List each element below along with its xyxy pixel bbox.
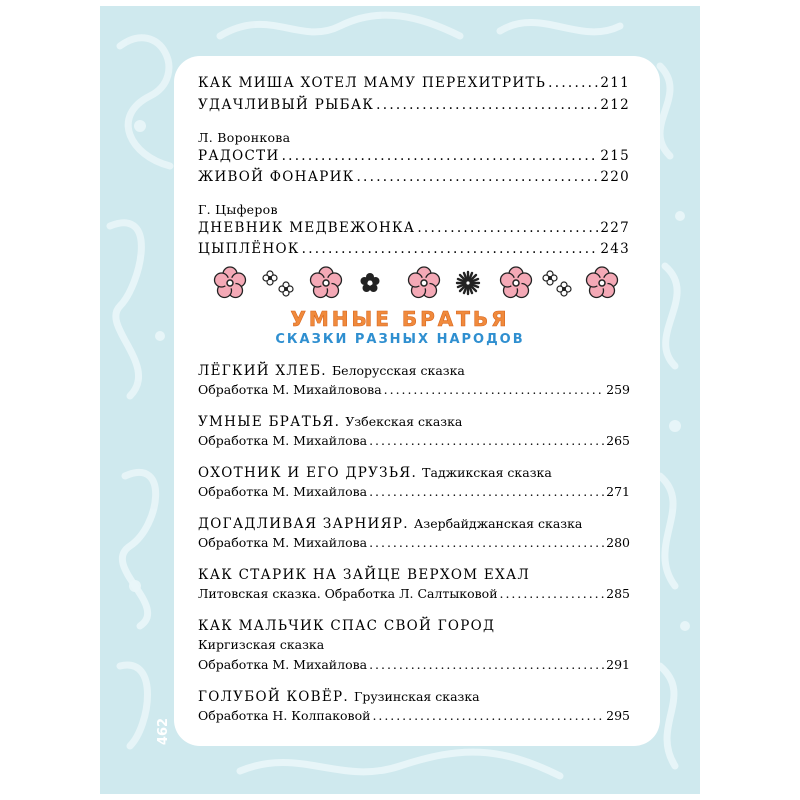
tale-credit: Литовская сказка. Обработка Л. Салтыковой [198,586,498,601]
tale-credit: Обработка М. Михайлова [198,484,368,499]
toc-entry [198,147,630,166]
tale-entry [198,360,630,400]
dot-leader [369,533,604,553]
tale-origin: Грузинская сказка [354,689,480,704]
entry-title: ЖИВОЙ ФОНАРИК [198,169,355,185]
dot-leader [369,431,604,451]
entry-page: 212 [600,97,630,113]
section-subtitle: СКАЗКИ РАЗНЫХ НАРОДОВ [275,332,525,347]
small-flower-icon [557,282,571,296]
tale-origin: Киргизская сказка [198,637,325,652]
tale-credit: Обработка М. Михайлова [198,657,368,672]
tale-credit: Обработка М. Михайловова [198,382,382,397]
entry-page: 220 [600,169,630,185]
toc-entry [198,72,630,94]
tale-title: КАК СТАРИК НА ЗАЙЦЕ ВЕРХОМ ЕХАЛ [198,567,531,583]
entry-page: 243 [600,241,630,257]
tale-entry [198,686,630,726]
tale-entry [198,615,630,675]
tale-title: КАК МАЛЬЧИК СПАС СВОЙ ГОРОД [198,618,496,634]
pink-flower-icon [215,267,246,298]
tale-title: ДОГАДЛИВАЯ ЗАРНИЯР. [198,516,409,532]
black-flower-icon [361,273,380,292]
toc-top [198,72,630,260]
entry-title: УДАЧЛИВЫЙ РЫБАК [198,97,375,113]
pink-flower-icon [501,267,532,298]
toc-entry [198,94,630,116]
section-title: УМНЫЕ БРАТЬЯ [290,307,510,331]
author-name: Л. Воронкова [198,130,291,145]
tale-page: 265 [606,433,630,448]
tale-page: 285 [606,586,630,601]
author-name: Г. Цыферов [198,202,278,217]
tale-credit: Обработка М. Михайлова [198,535,368,550]
entry-title: ЦЫПЛЁНОК [198,241,300,257]
pink-flower-icon [311,267,342,298]
star-flower-icon [457,272,479,294]
tale-origin: Узбекская сказка [345,414,463,429]
toc-entry [198,238,630,260]
entry-title: ДНЕВНИК МЕДВЕЖОНКА [198,220,416,236]
tale-page: 291 [606,657,630,672]
tale-page: 280 [606,535,630,550]
tale-origin: Белорусская сказка [331,363,465,378]
tale-title: ОХОТНИК И ЕГО ДРУЗЬЯ. [198,465,418,481]
dot-leader [417,219,598,238]
dot-leader [369,482,604,502]
pink-flower-icon [587,267,618,298]
dot-leader [384,380,604,400]
dot-leader [372,706,604,726]
pink-flower-icon [409,267,440,298]
entry-page: 215 [600,148,630,164]
tale-page: 259 [606,382,630,397]
tales-list [198,360,630,737]
tale-origin: Азербайджанская сказка [413,516,583,531]
entry-title: КАК МИША ХОТЕЛ МАМУ ПЕРЕХИТРИТЬ [198,75,547,91]
toc-entry [198,219,630,238]
dot-leader [356,166,598,188]
tale-title: ЛЁГКИЙ ХЛЕБ. [198,363,327,379]
tale-entry [198,462,630,502]
entry-page: 227 [600,220,630,236]
small-flower-icon [263,271,277,285]
tale-credit: Обработка М. Михайлова [198,433,368,448]
entry-page: 211 [600,75,630,91]
tale-entry [198,513,630,553]
tale-title: УМНЫЕ БРАТЬЯ. [198,414,341,430]
dot-leader [500,584,605,604]
tale-origin: Таджикская сказка [422,465,552,480]
tale-credit: Обработка Н. Колпаковой [198,708,371,723]
tale-entry [198,564,630,604]
dot-leader [282,147,599,166]
flower-ornament-row [212,264,622,302]
tale-title: ГОЛУБОЙ КОВЁР. [198,689,349,705]
dot-leader [548,72,598,94]
small-flower-icon [543,271,557,285]
dot-leader [376,94,598,116]
page-number: 462 [156,717,172,746]
toc-entry [198,166,630,188]
dot-leader [302,238,599,260]
entry-title: РАДОСТИ [198,148,280,164]
tale-page: 295 [606,708,630,723]
dot-leader [369,655,604,675]
small-flower-icon [279,282,293,296]
tale-entry [198,411,630,451]
tale-page: 271 [606,484,630,499]
